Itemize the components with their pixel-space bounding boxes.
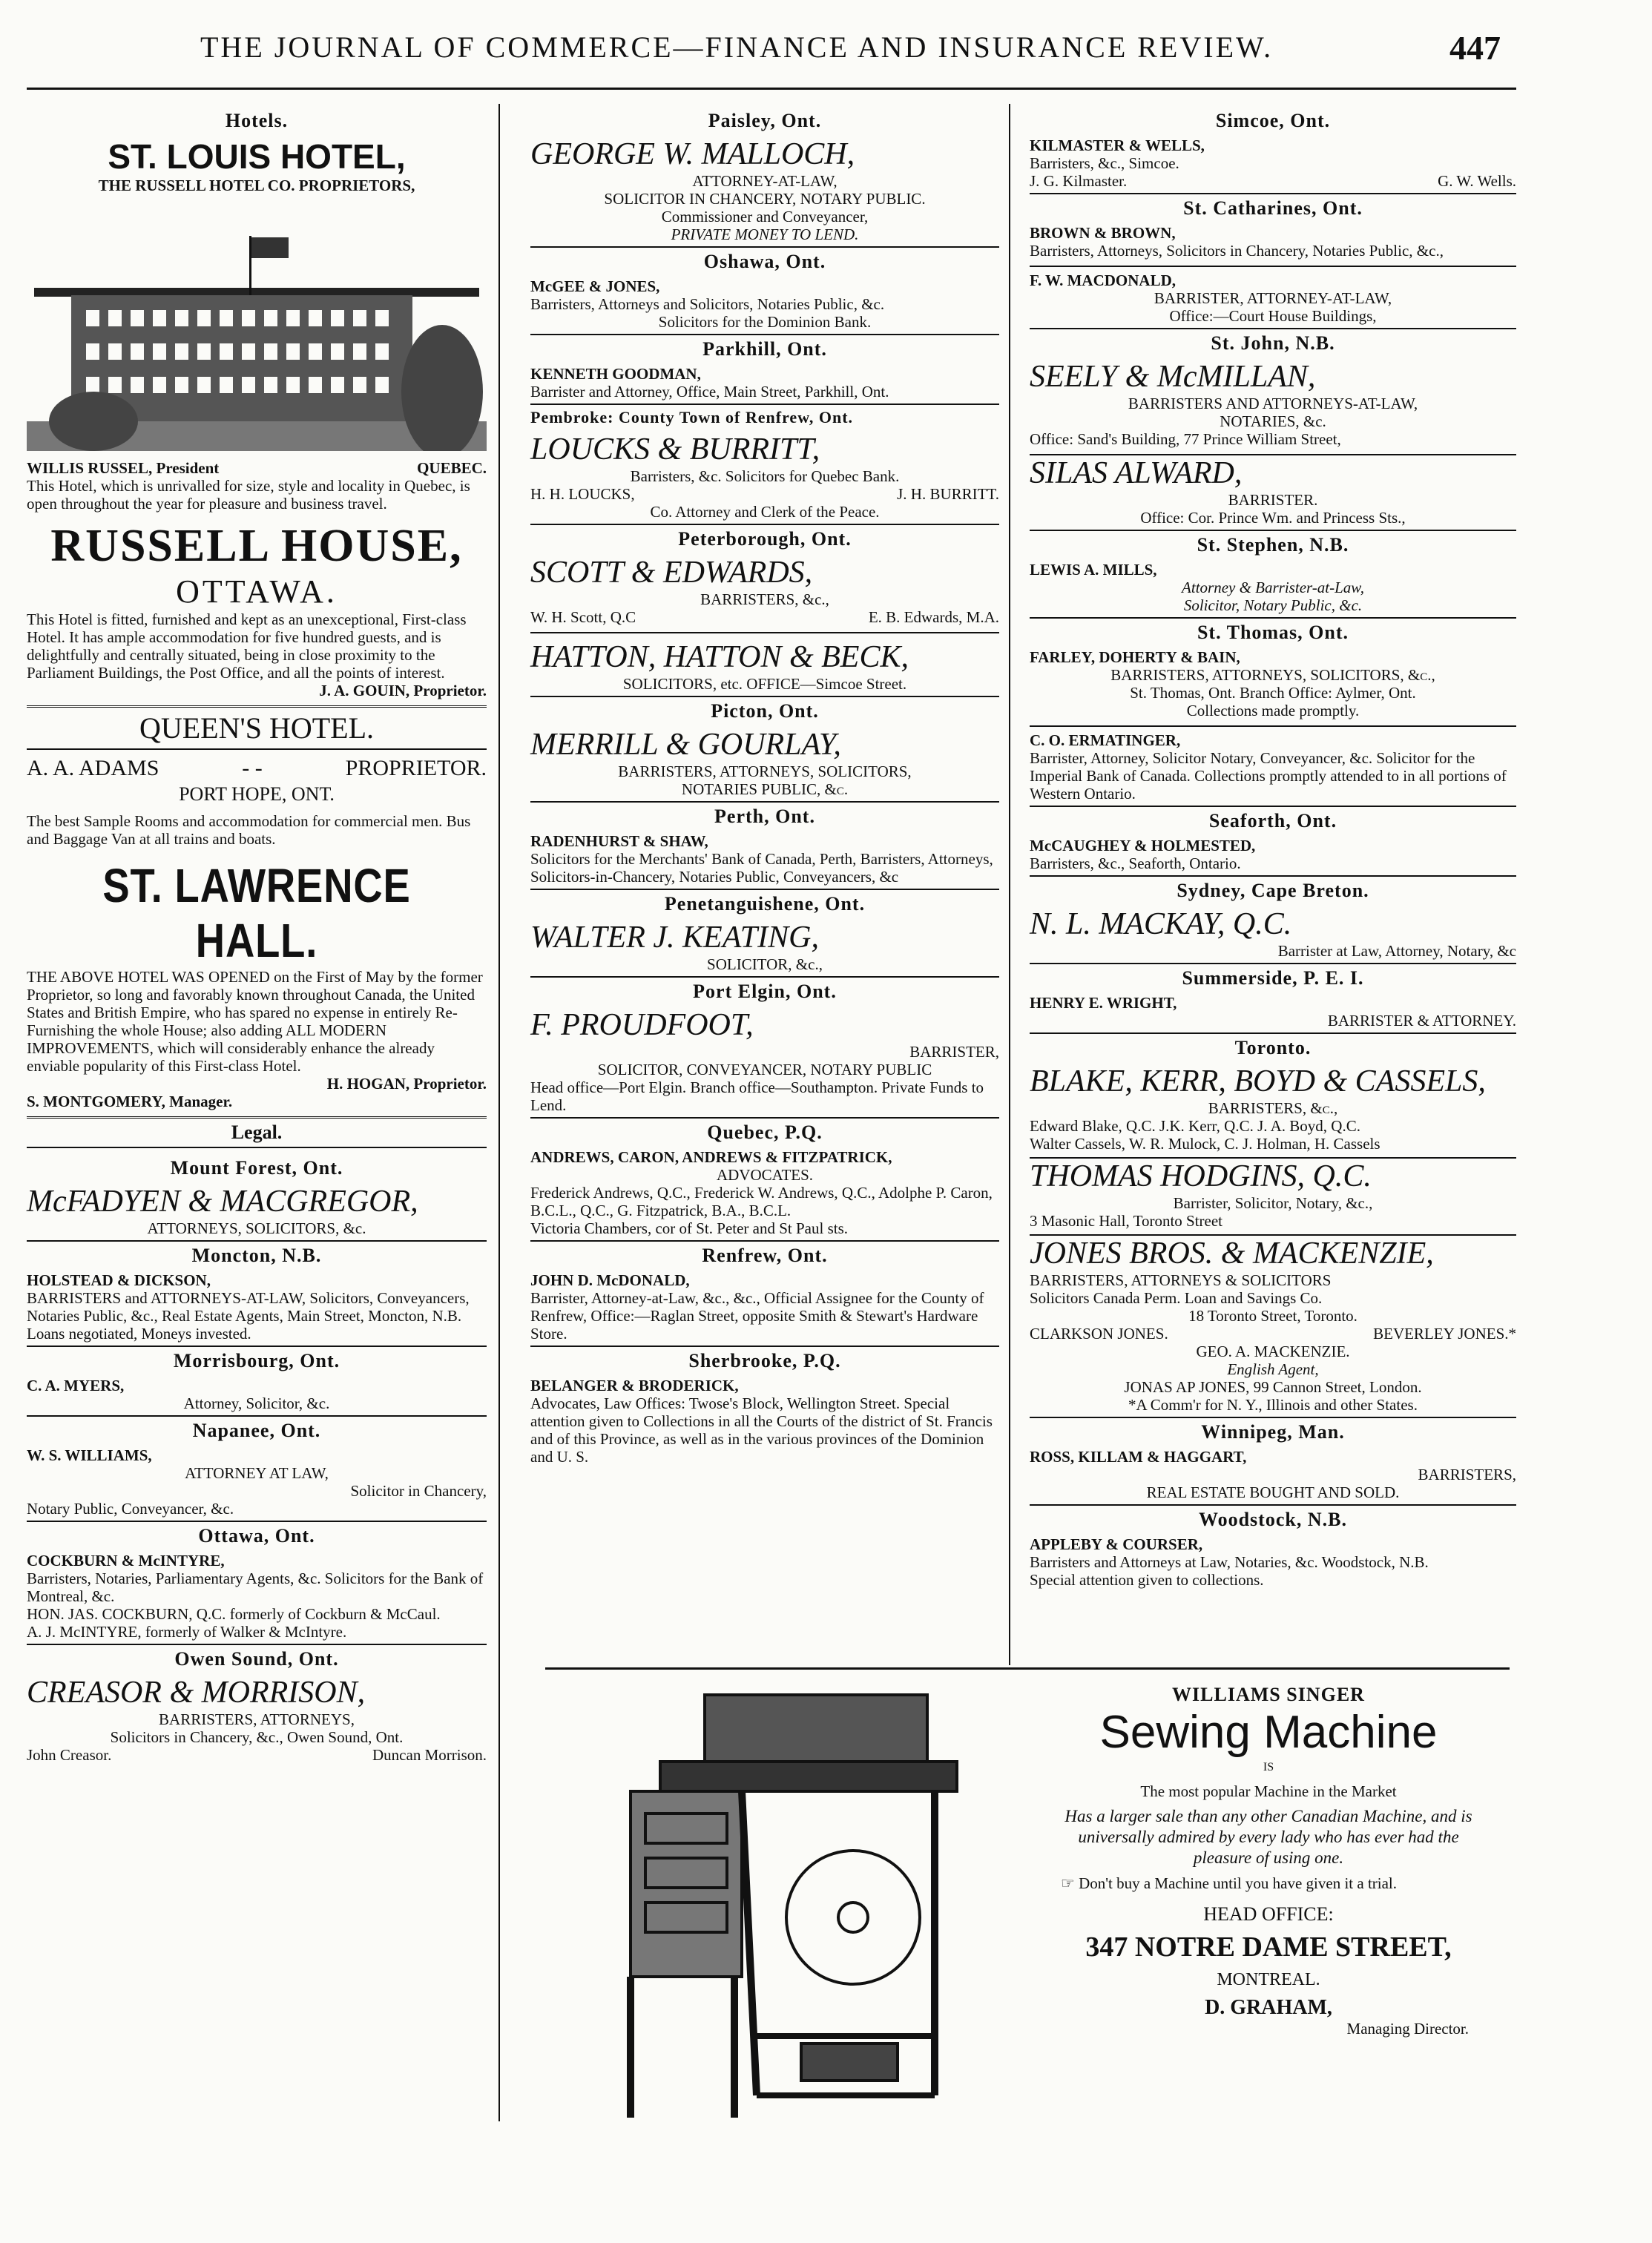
column-hotels-legal	[27, 104, 487, 1764]
city-toronto: Toronto.	[1030, 1032, 1516, 1059]
singer-ad-rule	[545, 1667, 1510, 1670]
appleby-desc: Barristers and Attorneys at Law, Notaries, &c. Woodstock, N.B.	[1030, 1553, 1429, 1571]
city-port-elgin: Port Elgin, Ont.	[530, 976, 999, 1003]
malloch-l3: Commissioner and Conveyancer,	[661, 208, 869, 225]
singer-street: 347 NOTRE DAME STREET,	[1085, 1931, 1452, 1963]
jones-l1: BARRISTERS, ATTORNEYS & SOLICITORS	[1030, 1271, 1332, 1289]
malloch-l4: PRIVATE MONEY TO LEND.	[671, 225, 859, 243]
singer-body: Has a larger sale than any other Canadian Machine, and is universally admired by every lady who has ever had the pleasure of using one.	[1064, 1807, 1472, 1867]
seely-l2: NOTARIES, &c.	[1220, 412, 1326, 430]
city-woodstock: Woodstock, N.B.	[1030, 1504, 1516, 1531]
st-lawrence-manager: S. MONTGOMERY, Manager.	[27, 1093, 233, 1110]
jones-partners	[1030, 1325, 1516, 1343]
singer-advertisement	[1039, 1684, 1498, 2038]
macdonald-name: F. W. MACDONALD,	[1030, 266, 1516, 289]
andrews-l2: Victoria Chambers, cor of St. Peter and St Paul sts.	[530, 1219, 849, 1237]
brown-desc: Barristers, Attorneys, Solicitors in Chancery, Notaries Public, &c.,	[1030, 242, 1444, 260]
city-mount-forest: Mount Forest, Ont.	[170, 1157, 343, 1179]
page-number: 447	[1449, 29, 1501, 67]
mills-l1: Attorney & Barrister-at-Law,	[1182, 579, 1364, 596]
header-rule	[27, 88, 1516, 90]
mcfadyen-desc: ATTORNEYS, SOLICITORS, &c.	[147, 1219, 366, 1237]
goodman-name: KENNETH GOODMAN,	[530, 365, 701, 383]
jones-l4: GEO. A. MACKENZIE.	[1196, 1343, 1350, 1360]
sewing-machine-illustration	[616, 1680, 1016, 2132]
cockburn-l2: A. J. McINTYRE, formerly of Walker & McIntyre.	[27, 1623, 347, 1641]
brown-name: BROWN & BROWN,	[1030, 224, 1176, 242]
jones-l7: *A Comm'r for N. Y., Illinois and other States.	[1128, 1396, 1418, 1414]
city-quebec: Quebec, P.Q.	[530, 1117, 999, 1144]
loucks-name: LOUCKS & BURRITT,	[530, 432, 820, 467]
appleby-name: APPLEBY & COURSER,	[1030, 1535, 1203, 1553]
hatton-name: HATTON, HATTON & BECK,	[530, 632, 999, 675]
city-ottawa: Ottawa, Ont.	[27, 1521, 487, 1547]
radenhurst-name: RADENHURST & SHAW,	[530, 832, 708, 850]
singer-is: IS	[1263, 1761, 1274, 1773]
jones-l5: English Agent,	[1227, 1360, 1319, 1378]
hotel-engraving-image	[27, 199, 487, 451]
loucks-partners	[530, 485, 999, 503]
blake-l1: BARRISTERS, &c.,	[1208, 1099, 1338, 1117]
mills-name: LEWIS A. MILLS,	[1030, 561, 1157, 579]
city-paisley: Paisley, Ont.	[708, 110, 822, 131]
city-st-thomas: St. Thomas, Ont.	[1030, 617, 1516, 644]
mackay-name: N. L. MACKAY, Q.C.	[1030, 907, 1292, 941]
queens-city: PORT HOPE, ONT.	[179, 783, 335, 805]
mcfadyen-name: McFADYEN & MACGREGOR,	[27, 1185, 418, 1219]
ermatinger-name: C. O. ERMATINGER,	[1030, 725, 1516, 749]
running-title: THE JOURNAL OF COMMERCE—FINANCE AND INSURANCE REVIEW.	[200, 30, 1274, 64]
scott-partners	[530, 608, 999, 626]
holstead-desc: BARRISTERS and ATTORNEYS-AT-LAW, Solicitors, Conveyancers, Notaries Public, &c., Real Estate Agents, Main Street, Moncton, N.B. Loans negotiated, Moneys invested.	[27, 1289, 470, 1343]
page-header	[0, 0, 1652, 89]
column-divider-2	[1009, 104, 1010, 1665]
mackay-l1: Barrister at Law, Attorney, Notary, &c	[1277, 942, 1516, 960]
alward-name: SILAS ALWARD,	[1030, 454, 1516, 491]
russell-house-city: OTTAWA.	[176, 573, 338, 610]
keating-name: WALTER J. KEATING,	[530, 920, 819, 955]
scott-right: E. B. Edwards, M.A.	[868, 608, 999, 626]
russell-house-name: RUSSELL HOUSE,	[50, 521, 463, 571]
jones-l2: Solicitors Canada Perm. Loan and Savings Co.	[1030, 1289, 1323, 1307]
myers-name: C. A. MYERS,	[27, 1377, 125, 1394]
city-st-stephen: St. Stephen, N.B.	[1030, 530, 1516, 556]
kilmaster-partners	[1030, 172, 1516, 190]
singer-top: WILLIAMS SINGER	[1172, 1684, 1365, 1705]
jones-left: CLARKSON JONES.	[1030, 1325, 1168, 1343]
mcgee-l1: Solicitors for the Dominion Bank.	[658, 313, 872, 331]
mcgee-name: McGEE & JONES,	[530, 277, 660, 295]
column-legal-2	[530, 104, 999, 1466]
farley-l1: BARRISTERS, ATTORNEYS, SOLICITORS, &c.,	[1110, 666, 1435, 684]
hodgins-l2: 3 Masonic Hall, Toronto Street	[1030, 1212, 1223, 1230]
seely-l3: Office: Sand's Building, 77 Prince William Street,	[1030, 430, 1341, 448]
city-picton: Picton, Ont.	[530, 696, 999, 722]
macdonald-l2: Office:—Court House Buildings,	[1169, 307, 1377, 325]
st-lawrence-proprietor: H. HOGAN, Proprietor.	[326, 1075, 487, 1093]
scott-left: W. H. Scott, Q.C	[530, 608, 636, 626]
city-summerside: Summerside, P. E. I.	[1030, 963, 1516, 989]
city-moncton: Moncton, N.B.	[27, 1240, 487, 1267]
creasor-right: Duncan Morrison.	[372, 1746, 487, 1764]
alward-l1: BARRISTER.	[1228, 491, 1318, 509]
ross-name: ROSS, KILLAM & HAGGART,	[1030, 1448, 1247, 1466]
merrill-name: MERRILL & GOURLAY,	[530, 728, 841, 762]
goodman-desc: Barrister and Attorney, Office, Main Street, Parkhill, Ont.	[530, 383, 889, 401]
city-renfrew: Renfrew, Ont.	[530, 1240, 999, 1267]
city-seaforth: Seaforth, Ont.	[1030, 806, 1516, 832]
blake-l2: Edward Blake, Q.C. J.K. Kerr, Q.C. J. A. Boyd, Q.C.	[1030, 1117, 1360, 1135]
column-legal-3	[1030, 104, 1516, 1589]
creasor-name: CREASOR & MORRISON,	[27, 1676, 366, 1710]
mills-l2: Solicitor, Notary Public, &c.	[1183, 596, 1363, 614]
appleby-l1: Special attention given to collections.	[1030, 1571, 1264, 1589]
creasor-left: John Creasor.	[27, 1746, 112, 1764]
city-peterborough: Peterborough, Ont.	[530, 524, 999, 550]
loucks-right: J. H. BURRITT.	[897, 485, 999, 503]
queens-proprietor-line	[27, 756, 487, 781]
farley-name: FARLEY, DOHERTY & BAIN,	[1030, 648, 1240, 666]
williams-l2: Solicitor in Chancery,	[350, 1482, 487, 1500]
jones-l3: 18 Toronto Street, Toronto.	[1188, 1307, 1358, 1325]
section-heading-hotels: Hotels.	[225, 110, 289, 131]
malloch-name: GEORGE W. MALLOCH,	[530, 137, 855, 171]
city-parkhill: Parkhill, Ont.	[530, 334, 999, 360]
proudfoot-l2: SOLICITOR, CONVEYANCER, NOTARY PUBLIC	[597, 1061, 932, 1078]
st-lawrence-hall-name: ST. LAWRENCE HALL.	[102, 859, 411, 967]
farley-l3: Collections made promptly.	[1186, 702, 1360, 719]
loucks-l1: Barristers, &c. Solicitors for Quebec Bank.	[630, 467, 900, 485]
macdonald-l1: BARRISTER, ATTORNEY-AT-LAW,	[1154, 289, 1392, 307]
russell-house-proprietor: J. A. GOUIN, Proprietor.	[319, 682, 487, 699]
myers-desc: Attorney, Solicitor, &c.	[183, 1394, 330, 1412]
stlouis-president-line	[27, 459, 487, 477]
wright-name: HENRY E. WRIGHT,	[1030, 994, 1177, 1012]
williams-l3: Notary Public, Conveyancer, &c.	[27, 1500, 234, 1518]
cockburn-l1: HON. JAS. COCKBURN, Q.C. formerly of Cockburn & McCaul.	[27, 1605, 441, 1623]
city-napanee: Napanee, Ont.	[27, 1415, 487, 1442]
holstead-name: HOLSTEAD & DICKSON,	[27, 1271, 211, 1289]
keating-l1: SOLICITOR, &c.,	[707, 955, 823, 973]
proudfoot-name: F. PROUDFOOT,	[530, 1008, 754, 1042]
loucks-l2: Co. Attorney and Clerk of the Peace.	[650, 503, 880, 521]
creasor-partners	[27, 1746, 487, 1764]
queens-proprietor-name: A. A. ADAMS	[27, 756, 159, 780]
city-simcoe: Simcoe, Ont.	[1215, 110, 1331, 131]
queens-description: The best Sample Rooms and accommodation for commercial men. Bus and Baggage Van at all trains and boats.	[27, 812, 471, 848]
city-owen-sound: Owen Sound, Ont.	[27, 1644, 487, 1670]
singer-popular: The most popular Machine in the Market	[1140, 1782, 1397, 1800]
mccaughey-desc: Barristers, &c., Seaforth, Ontario.	[1030, 854, 1241, 872]
jones-name: JONES BROS. & MACKENZIE,	[1030, 1234, 1516, 1271]
hodgins-name: THOMAS HODGINS, Q.C.	[1030, 1157, 1516, 1194]
williams-name: W. S. WILLIAMS,	[27, 1446, 152, 1464]
jones-l6: JONAS AP JONES, 99 Cannon Street, London.	[1124, 1378, 1422, 1396]
seely-name: SEELY & McMILLAN,	[1030, 360, 1316, 394]
city-morrisburg: Morrisbourg, Ont.	[27, 1346, 487, 1372]
queens-proprietor-label: PROPRIETOR.	[345, 756, 487, 780]
mccaughey-name: McCAUGHEY & HOLMESTED,	[1030, 837, 1256, 854]
ross-l2: REAL ESTATE BOUGHT AND SOLD.	[1146, 1483, 1400, 1501]
stlouis-city: QUEBEC.	[417, 459, 487, 477]
farley-l2: St. Thomas, Ont. Branch Office: Aylmer, Ont.	[1130, 684, 1416, 702]
city-sherbrooke: Sherbrooke, P.Q.	[530, 1346, 999, 1372]
cockburn-name: COCKBURN & McINTYRE,	[27, 1552, 225, 1570]
city-oshawa: Oshawa, Ont.	[530, 246, 999, 273]
singer-city: MONTREAL.	[1217, 1970, 1320, 1989]
mcgee-desc: Barristers, Attorneys and Solicitors, Notaries Public, &c.	[530, 295, 885, 313]
section-heading-legal: Legal.	[27, 1116, 487, 1148]
stlouis-hotel-name: ST. LOUIS HOTEL,	[108, 137, 406, 176]
alward-l2: Office: Cor. Prince Wm. and Princess Sts.,	[1140, 509, 1406, 527]
stlouis-president: WILLIS RUSSEL, President	[27, 459, 220, 477]
city-st-john: St. John, N.B.	[1030, 328, 1516, 355]
malloch-l1: ATTORNEY-AT-LAW,	[692, 172, 837, 190]
city-st-catharines: St. Catharines, Ont.	[1030, 193, 1516, 220]
column-divider-1	[498, 104, 500, 2121]
andrews-l1: ADVOCATES.	[716, 1166, 814, 1184]
andrews-name: ANDREWS, CARON, ANDREWS & FITZPATRICK,	[530, 1148, 892, 1166]
scott-name: SCOTT & EDWARDS,	[530, 556, 813, 590]
blake-name: BLAKE, KERR, BOYD & CASSELS,	[1030, 1064, 1486, 1099]
stlouis-proprietors: THE RUSSELL HOTEL CO. PROPRIETORS,	[98, 177, 415, 194]
proudfoot-l1: BARRISTER,	[909, 1043, 999, 1061]
creasor-l2: Solicitors in Chancery, &c., Owen Sound, Ont.	[110, 1728, 404, 1746]
singer-note: ☞ Don't buy a Machine until you have given it a trial.	[1061, 1874, 1398, 1892]
kilmaster-right: G. W. Wells.	[1438, 172, 1516, 190]
belanger-name: BELANGER & BRODERICK,	[530, 1377, 739, 1394]
ross-l1: BARRISTERS,	[1418, 1466, 1516, 1483]
russell-house-description: This Hotel is fitted, furnished and kept as an unexceptional, First-class Hotel. It has ample accommodation for five hundred guests, and is delightfully and centrally situated, being in close proximity to the Parliament Buildings, the Post Office, and all the points of interest.	[27, 610, 467, 682]
city-winnipeg: Winnipeg, Man.	[1030, 1417, 1516, 1443]
city-pembroke: Pembroke: County Town of Renfrew, Ont.	[530, 404, 999, 427]
city-penetanguishene: Penetanguishene, Ont.	[530, 889, 999, 915]
creasor-l1: BARRISTERS, ATTORNEYS,	[159, 1710, 355, 1728]
ermatinger-desc: Barrister, Attorney, Solicitor Notary, Conveyancer, &c. Solicitor for the Imperial Bank of Canada. Collections promptly attended to in all portions of Western Ontario.	[1030, 749, 1507, 803]
singer-manager: D. GRAHAM,	[1205, 1996, 1332, 2019]
andrews-desc: Frederick Andrews, Q.C., Frederick W. Andrews, Q.C., Adolphe P. Caron, B.C.L., Q.C., G. Fitzpatrick, B.A., B.C.L.	[530, 1184, 993, 1219]
city-perth: Perth, Ont.	[530, 801, 999, 828]
radenhurst-desc: Solicitors for the Merchants' Bank of Canada, Perth, Barristers, Attorneys, Solicitors-in-Chancery, Notaries Public, Conveyancers, &c	[530, 850, 993, 886]
scott-l1: BARRISTERS, &c.,	[700, 590, 829, 608]
city-sydney: Sydney, Cape Breton.	[1030, 875, 1516, 902]
merrill-l2: NOTARIES PUBLIC, &c.	[681, 780, 849, 798]
kilmaster-left: J. G. Kilmaster.	[1030, 172, 1128, 190]
blake-l3: Walter Cassels, W. R. Mulock, C. J. Holman, H. Cassels	[1030, 1135, 1380, 1153]
proudfoot-l3: Head office—Port Elgin. Branch office—Southampton. Private Funds to Lend.	[530, 1078, 984, 1114]
queens-dash: - -	[242, 756, 263, 780]
st-lawrence-description: THE ABOVE HOTEL WAS OPENED on the First of May by the former Proprietor, so long and favorably known throughout Canada, the United States and British Empire, who has spared no expense in entirely Re-Furnishing the whole House; also adding ALL MODERN IMPROVEMENTS, which will considerably enhance the already enviable popularity of this First-class Hotel.	[27, 968, 483, 1075]
wright-l1: BARRISTER & ATTORNEY.	[1327, 1012, 1516, 1030]
malloch-l2: SOLICITOR IN CHANCERY, NOTARY PUBLIC.	[604, 190, 926, 208]
merrill-l1: BARRISTERS, ATTORNEYS, SOLICITORS,	[618, 763, 912, 780]
queens-hotel-title: QUEEN'S HOTEL.	[139, 711, 375, 745]
loucks-left: H. H. LOUCKS,	[530, 485, 635, 503]
stlouis-description: This Hotel, which is unrivalled for size, style and locality in Quebec, is open throughout the year for pleasure and business travel.	[27, 477, 470, 513]
cockburn-desc: Barristers, Notaries, Parliamentary Agents, &c. Solicitors for the Bank of Montreal, &c.	[27, 1570, 484, 1605]
kilmaster-name: KILMASTER & WELLS,	[1030, 136, 1205, 154]
kilmaster-desc: Barristers, &c., Simcoe.	[1030, 154, 1179, 172]
queens-hotel-name	[27, 705, 487, 750]
mcdonald-desc: Barrister, Attorney-at-Law, &c., &c., Official Assignee for the County of Renfrew, Office:—Raglan Street, opposite Smith & Stewart's Hardware Store.	[530, 1289, 984, 1343]
belanger-desc: Advocates, Law Offices: Twose's Block, Wellington Street. Special attention given to Collections in all the Courts of the district of St. Francis and of this Province, as well as in the various provinces of the Dominion and U. S.	[530, 1394, 993, 1466]
hatton-l1: SOLICITORS, etc. OFFICE—Simcoe Street.	[622, 675, 907, 693]
singer-office: HEAD OFFICE:	[1203, 1903, 1334, 1925]
singer-manager-title: Managing Director.	[1346, 2020, 1469, 2038]
hodgins-l1: Barrister, Solicitor, Notary, &c.,	[1173, 1194, 1373, 1212]
mcdonald-name: JOHN D. McDONALD,	[530, 1271, 690, 1289]
williams-l1: ATTORNEY AT LAW,	[185, 1464, 329, 1482]
singer-title: Sewing Machine	[1099, 1707, 1438, 1758]
jones-right: BEVERLEY JONES.*	[1373, 1325, 1516, 1343]
seely-l1: BARRISTERS AND ATTORNEYS-AT-LAW,	[1128, 395, 1418, 412]
